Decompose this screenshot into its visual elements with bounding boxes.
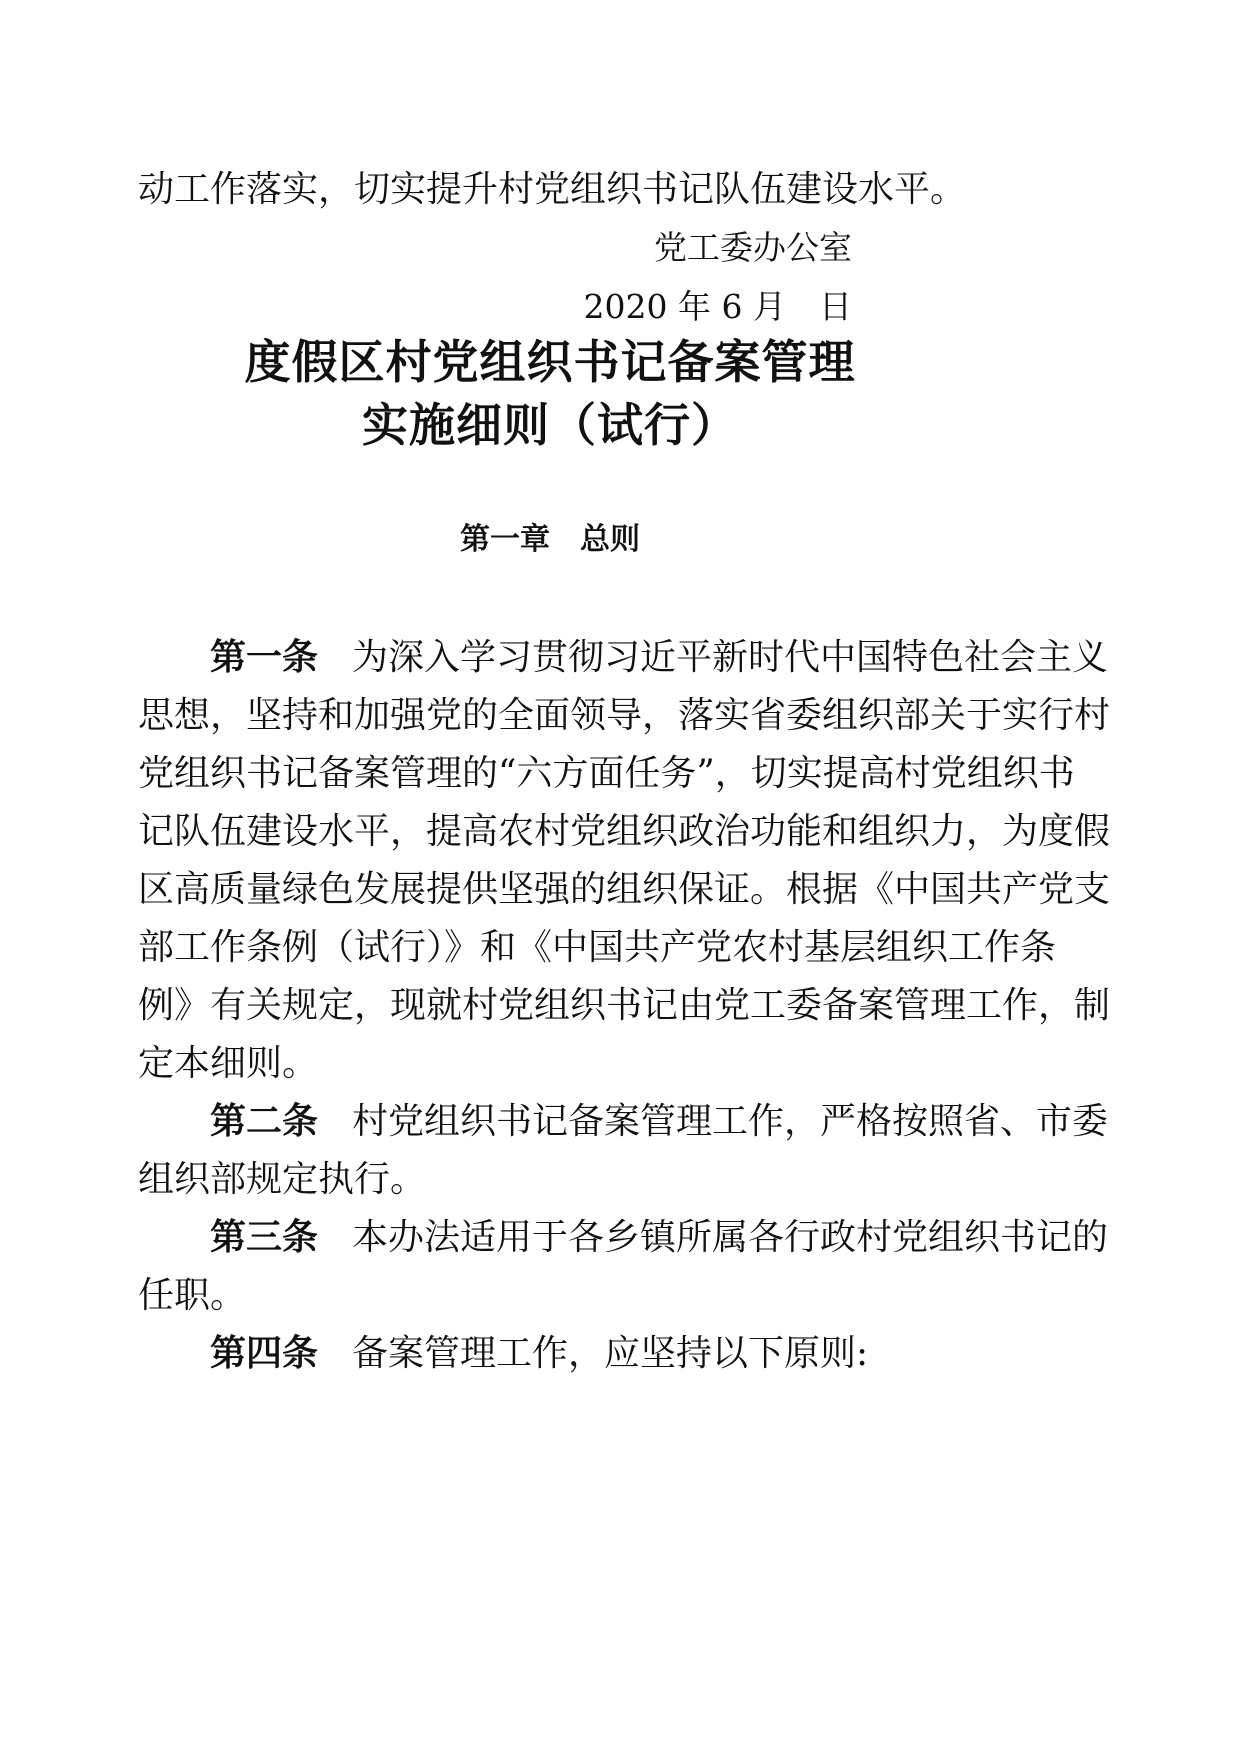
article-text: 备案管理工作，应坚持以下原则: [352, 1333, 869, 1374]
article-3-first-line [138, 1216, 1108, 1260]
article-2-line: 组织部规定执行。 [138, 1159, 427, 1200]
article-3-line: 任职。 [138, 1275, 247, 1316]
article-4-first-line [138, 1332, 868, 1376]
article-1-line: 记队伍建设水平，提高农村党组织政治功能和组织力，为度假 [138, 811, 1111, 852]
article-text: 村党组织书记备案管理工作，严格按照省、市委 [352, 1101, 1109, 1142]
article-1-line: 部工作条例（试行）》和《中国共产党农村基层组织工作条 [138, 927, 1057, 968]
article-1-line: 例》有关规定，现就村党组织书记由党工委备案管理工作，制 [138, 985, 1111, 1026]
article-label: 第四条 [210, 1333, 319, 1374]
document-title-line1: 度假区村党组织书记备案管理 [244, 335, 856, 389]
signature-office: 党工委办公室 [654, 228, 852, 267]
continued-paragraph-line: 动工作落实，切实提升村党组织书记队伍建设水平。 [138, 169, 967, 210]
article-2-first-line [138, 1100, 1108, 1144]
signature-date: 2020 年 6 月 日 [583, 287, 852, 326]
article-label: 第一条 [210, 637, 319, 678]
article-1-line: 党组织书记备案管理的“六方面任务”，切实提高村党组织书 [138, 753, 1075, 794]
article-1-first-line [138, 636, 1108, 680]
article-1-line: 思想，坚持和加强党的全面领导，落实省委组织部关于实行村 [138, 695, 1111, 736]
chapter-heading: 第一章 总则 [460, 522, 640, 557]
article-label: 第三条 [210, 1217, 319, 1258]
article-text: 本办法适用于各乡镇所属各行政村党组织书记的 [352, 1217, 1109, 1258]
article-text: 为深入学习贯彻习近平新时代中国特色社会主义 [352, 637, 1109, 678]
document-title-line2: 实施细则（试行） [362, 398, 738, 452]
article-label: 第二条 [210, 1101, 319, 1142]
article-1-line: 定本细则。 [138, 1043, 319, 1084]
article-1-line: 区高质量绿色发展提供坚强的组织保证。根据《中国共产党支 [138, 869, 1111, 910]
